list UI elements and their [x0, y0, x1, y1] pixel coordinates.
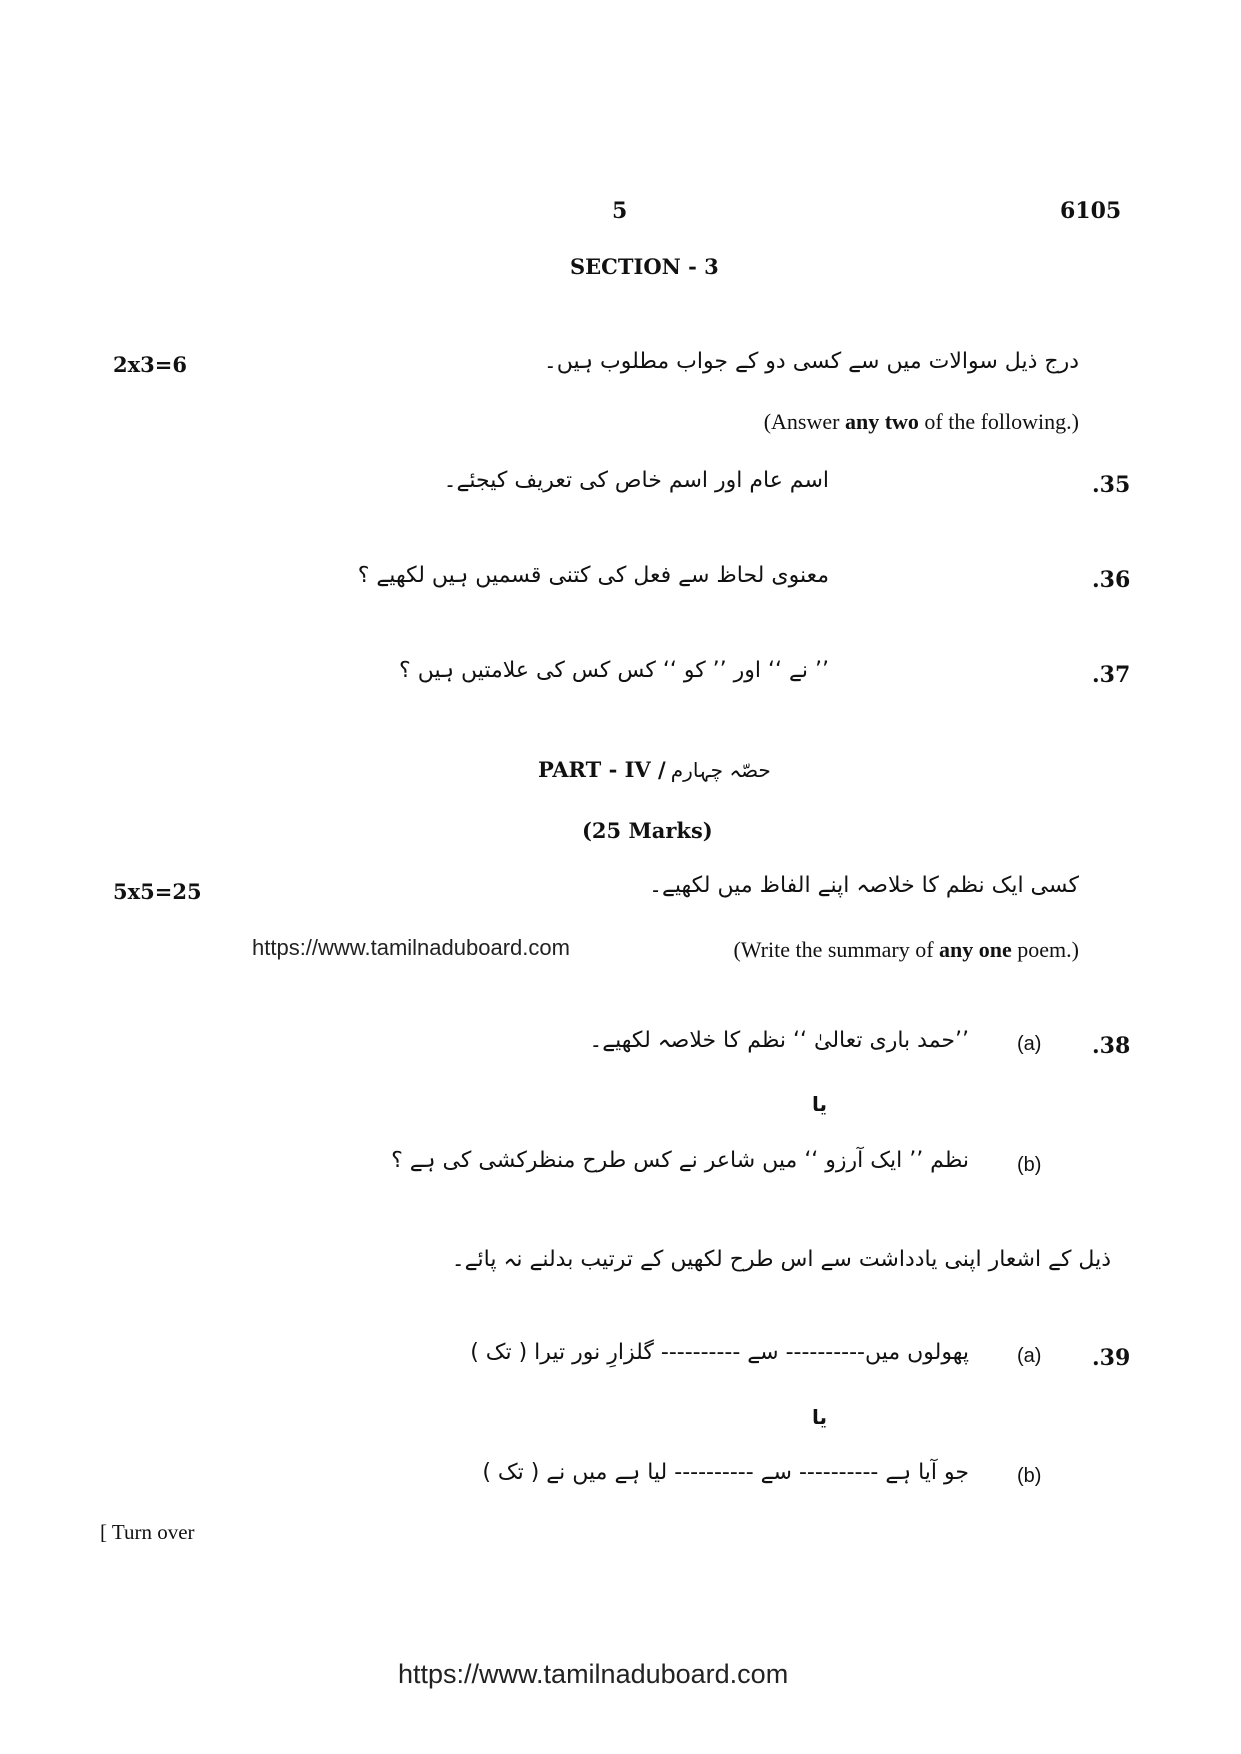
option-text: ’’حمد باری تعالیٰ ‘‘ نظم کا خلاصہ لکھیے۔ — [589, 1028, 969, 1053]
option-text: پھولوں میں---------- سے ---------- گلزارِ نور تیرا ( تک ) — [470, 1340, 969, 1365]
question-number: .36 — [1092, 567, 1131, 593]
option-label: (a) — [1017, 1345, 1042, 1367]
option-label: (b) — [1017, 1465, 1042, 1487]
part-instruction-urdu: کسی ایک نظم کا خلاصہ اپنے الفاظ میں لکھیے۔ — [649, 873, 1079, 898]
question-number: .38 — [1092, 1033, 1131, 1059]
footer-url: https://www.tamilnaduboard.com — [398, 1659, 789, 1689]
or-separator: یا — [812, 1092, 828, 1116]
section-marks: 2x3=6 — [113, 352, 187, 377]
page-number: 5 — [612, 198, 628, 224]
watermark-url: https://www.tamilnaduboard.com — [252, 935, 570, 960]
part-instruction-en: (Write the summary of any one poem.) — [733, 937, 1079, 962]
option-label: (a) — [1017, 1033, 1042, 1055]
question-text: ’’ نے ‘‘ اور ’’ کو ‘‘ کس کس کی علامتیں ہیں ؟ — [399, 658, 829, 683]
part-title: PART - IV / حصّہ چہارم — [538, 757, 771, 782]
question-text: اسم عام اور اسم خاص کی تعریف کیجئے۔ — [443, 468, 829, 493]
option-text: جو آیا ہے ---------- سے ---------- لیا ہے میں نے ( تک ) — [482, 1460, 969, 1485]
part-marks-heading: (25 Marks) — [582, 818, 713, 843]
option-label: (b) — [1017, 1154, 1042, 1176]
turn-over: [ Turn over — [100, 1520, 195, 1544]
question-number: .39 — [1092, 1345, 1131, 1371]
question-number: .35 — [1092, 472, 1131, 498]
question-number: .37 — [1092, 662, 1131, 688]
part-instruction2-urdu: ذیل کے اشعار اپنی یادداشت سے اس طرح لکھیں کے ترتیب بدلنے نہ پائے۔ — [451, 1247, 1111, 1272]
part-marks: 5x5=25 — [113, 879, 202, 904]
section-title: SECTION - 3 — [570, 254, 719, 279]
option-text: نظم ’’ ایک آرزو ‘‘ میں شاعر نے کس طرح منظرکشی کی ہے ؟ — [391, 1148, 969, 1173]
section-instruction-urdu: درج ذیل سوالات میں سے کسی دو کے جواب مطلوب ہیں۔ — [543, 349, 1079, 374]
paper-code: 6105 — [1060, 198, 1122, 224]
or-separator: یا — [812, 1405, 828, 1429]
section-instruction-en: (Answer any two of the following.) — [763, 409, 1079, 434]
question-text: معنوی لحاظ سے فعل کی کتنی قسمیں ہیں لکھیے ؟ — [357, 563, 829, 588]
